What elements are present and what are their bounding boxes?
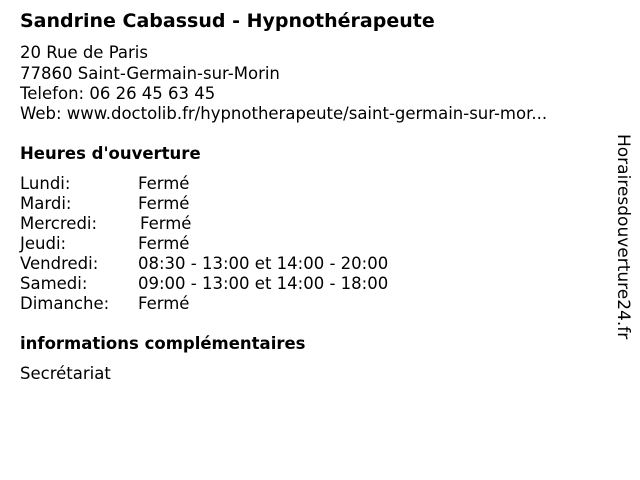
day-hours: Fermé bbox=[138, 194, 190, 213]
day-label: Lundi: bbox=[20, 174, 71, 193]
day-label: Jeudi: bbox=[20, 234, 67, 253]
address-city: 77860 Saint-Germain-sur-Morin bbox=[20, 64, 280, 83]
site-brand-vertical: Horairesdouverture24.fr bbox=[613, 134, 633, 340]
day-hours: Fermé bbox=[140, 214, 192, 233]
day-label: Mercredi: bbox=[20, 214, 98, 233]
day-label: Dimanche: bbox=[20, 294, 110, 313]
day-hours: 08:30 - 13:00 et 14:00 - 20:00 bbox=[138, 254, 389, 273]
website-link[interactable]: Web: www.doctolib.fr/hypnotherapeute/saint-germain-sur-mor... bbox=[20, 104, 548, 123]
opening-hours-heading: Heures d'ouverture bbox=[20, 144, 201, 163]
address-street: 20 Rue de Paris bbox=[20, 43, 148, 62]
additional-info-heading: informations complémentaires bbox=[20, 334, 306, 353]
day-hours: Fermé bbox=[138, 174, 190, 193]
day-hours: 09:00 - 13:00 et 14:00 - 18:00 bbox=[138, 274, 389, 293]
day-label: Mardi: bbox=[20, 194, 72, 213]
day-hours: Fermé bbox=[138, 234, 190, 253]
day-label: Samedi: bbox=[20, 274, 88, 293]
day-label: Vendredi: bbox=[20, 254, 99, 273]
page-title: Sandrine Cabassud - Hypnothérapeute bbox=[20, 10, 435, 32]
phone-number: Telefon: 06 26 45 63 45 bbox=[20, 84, 216, 103]
day-hours: Fermé bbox=[138, 294, 190, 313]
additional-info-text: Secrétariat bbox=[20, 364, 111, 383]
